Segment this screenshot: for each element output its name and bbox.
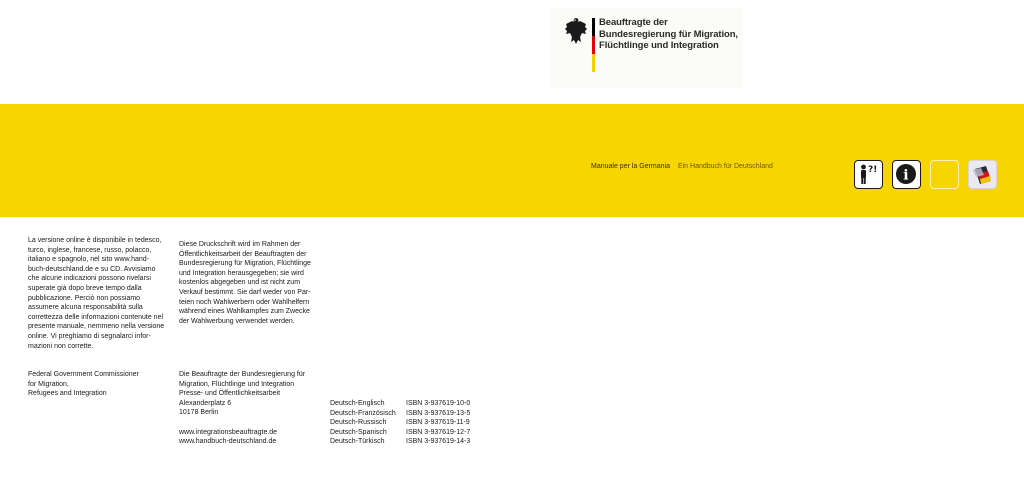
- logo-line-3: Flüchtlinge und Integration: [599, 40, 719, 51]
- info-icon: [893, 161, 919, 187]
- text-line: online. Vi preghiamo di segnalarci infor-: [28, 332, 151, 340]
- text-line: kostenlos abgegeben und ist nicht zum: [179, 279, 301, 287]
- logo-line-1: Beauftragte der: [599, 17, 668, 28]
- flag-icon: [969, 161, 996, 188]
- federal-eagle-icon: [564, 16, 588, 46]
- text-line: mazioni non corrette.: [28, 342, 94, 350]
- address-german: [179, 370, 305, 447]
- text-line: der Wahlwerbung verwendet werden.: [179, 317, 295, 325]
- text-line: Verkauf bestimmt. Sie darf weder von Par-: [179, 288, 311, 296]
- person-question-icon: [855, 161, 881, 187]
- edition-isbn: ISBN 3-937619-11-9: [406, 419, 470, 427]
- text-line: che alcune indicazioni possono rivelarsi: [28, 275, 151, 283]
- info-button[interactable]: [892, 160, 921, 189]
- website-link[interactable]: www.handbuch-deutschland.de: [179, 438, 277, 446]
- edition-language: Deutsch-Türkisch: [330, 438, 385, 446]
- edition-isbn: ISBN 3-937619-12-7: [406, 428, 471, 436]
- text-line: Diese Druckschrift wird im Rahmen der: [179, 241, 301, 248]
- address-line: Migration, Flüchtlinge und Integration: [179, 380, 295, 388]
- edition-language: Deutsch-Spanisch: [330, 428, 387, 436]
- edition-isbn: ISBN 3-937619-10-0: [406, 400, 471, 407]
- edition-isbns: [406, 399, 470, 447]
- text-line: italiano e spagnolo, nel sito www.hand-: [28, 256, 150, 264]
- address-line: Alexanderplatz 6: [179, 399, 232, 407]
- address-line: Die Beauftragte der Bundesregierung für: [179, 371, 306, 378]
- logo-line-2: Bundesregierung für Migration,: [599, 28, 738, 40]
- icon-glyph: ?!: [868, 165, 878, 175]
- text-line: und Integration herausgegeben; sie wird: [179, 269, 304, 277]
- text-line: for Migration,: [28, 380, 69, 388]
- edition-isbn: ISBN 3-937619-13-5: [406, 409, 471, 417]
- ministry-logo: [550, 8, 743, 88]
- flag-stripe-gold: [592, 54, 595, 72]
- text-line: presente manuale, nemmeno nella versione: [28, 323, 165, 331]
- subtitle-german: Ein Handbuch für Deutschland: [677, 163, 773, 170]
- address-line: Presse- und Öffentlichkeitsarbeit: [179, 390, 281, 398]
- text-line: superate già dopo breve tempo dalla: [28, 284, 142, 292]
- blank-button[interactable]: [930, 160, 959, 189]
- website-link[interactable]: www.integrationsbeauftragte.de: [179, 428, 278, 436]
- text-line: turco, inglese, francese, russo, polacco,: [28, 246, 152, 254]
- logo-text: [599, 17, 738, 52]
- edition-language: Deutsch-Russisch: [330, 419, 387, 427]
- text-line: Refugees and Integration: [28, 390, 107, 398]
- text-line: während eines Wahlkampfes zum Zwecke: [179, 308, 310, 316]
- text-line: La versione online è disponibile in tedesco,: [28, 237, 162, 244]
- commissioner-english: [28, 370, 139, 399]
- address-line: 10178 Berlin: [179, 409, 219, 417]
- flag-stripe-black: [592, 18, 595, 36]
- edition-language: Deutsch-Englisch: [330, 400, 385, 407]
- text-line: Bundesregierung für Migration, Flüchtlinge: [179, 260, 311, 268]
- subtitle-italian: Manuale per la Germania: [591, 163, 670, 170]
- italian-disclaimer: [28, 236, 164, 351]
- info-glyph: i: [903, 167, 909, 184]
- band-subtitles: [591, 163, 773, 170]
- text-line: pubblicazione. Perciò non possiamo: [28, 294, 141, 302]
- person-question-button[interactable]: [854, 160, 883, 189]
- edition-languages: [330, 399, 396, 447]
- language-flag-button[interactable]: [968, 160, 997, 189]
- text-line: Öffentlichkeitsarbeit der Beauftragten der: [179, 250, 307, 258]
- german-flag-bar: [592, 18, 595, 72]
- text-line: Federal Government Commissioner: [28, 371, 139, 378]
- text-line: assumere alcuna responsabilità sulla: [28, 304, 143, 312]
- text-line: buch-deutschland.de e su CD. Avvisiamo: [28, 265, 156, 273]
- edition-isbn: ISBN 3-937619-14-3: [406, 438, 471, 446]
- text-line: correttezza delle informazioni contenute nel: [28, 313, 164, 321]
- german-disclaimer: [179, 240, 311, 326]
- text-line: teien noch Wahlwerbern oder Wahlhelfern: [179, 298, 310, 306]
- edition-language: Deutsch-Französisch: [330, 409, 396, 417]
- flag-stripe-red: [592, 36, 595, 54]
